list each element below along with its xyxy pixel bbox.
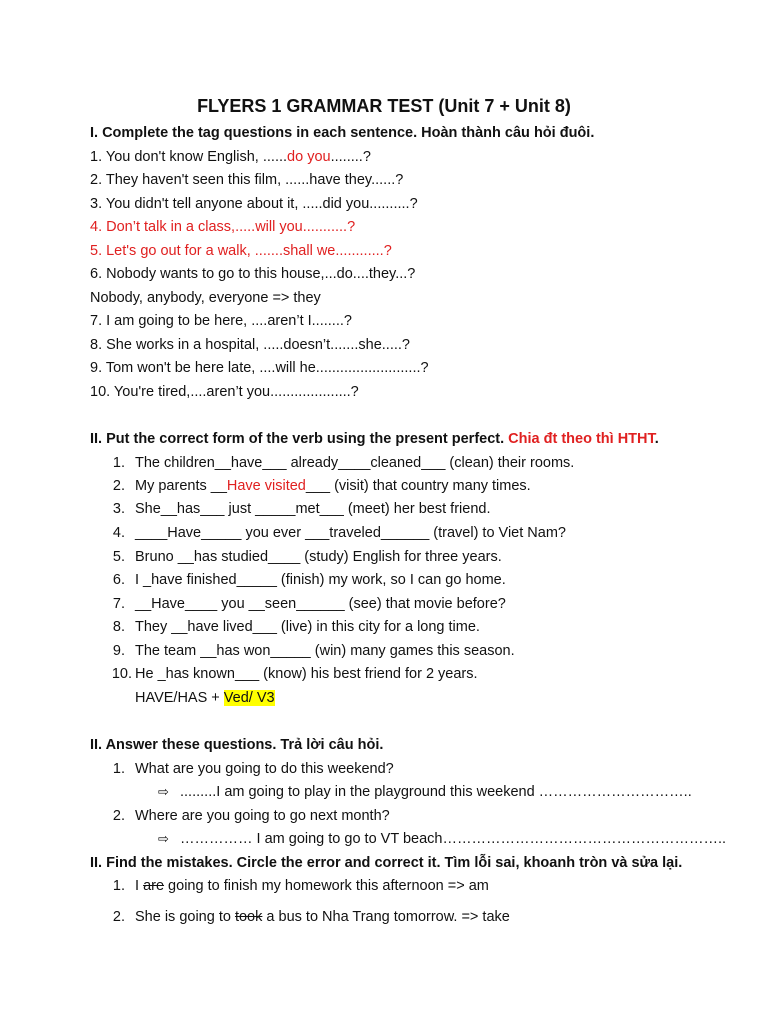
- question-text: Where are you going to go next month?: [135, 808, 390, 824]
- list-item: __Have____ you __seen______ (see) that movie before?: [135, 596, 506, 612]
- list-item: 6. Nobody wants to go to this house,...do....they...?: [90, 266, 416, 282]
- section-1-heading: I. Complete the tag questions in each sentence. Hoàn thành câu hỏi đuôi.: [90, 125, 595, 141]
- list-item: I _have finished_____ (finish) my work, so I can go home.: [135, 572, 506, 588]
- section-4-heading: II. Find the mistakes. Circle the error and correct it. Tìm lỗi sai, khoanh tròn và sửa lại.: [90, 855, 683, 871]
- arrow-right-outline-icon: ⇨: [158, 784, 169, 799]
- formula-note: HAVE/HAS + Ved/ V3: [135, 690, 275, 706]
- list-item: She is going to took a bus to Nha Trang tomorrow. => take: [135, 909, 510, 925]
- answer-text: do you: [287, 149, 331, 165]
- section-3-heading: II. Answer these questions. Trả lời câu hỏi.: [90, 737, 384, 753]
- list-item: The team __has won_____ (win) many games this season.: [135, 643, 515, 659]
- list-item: 10. You're tired,....aren’t you....................?: [90, 384, 359, 400]
- struck-word: are: [143, 878, 165, 894]
- list-item: ____Have_____ you ever ___traveled______ (travel) to Viet Nam?: [135, 525, 566, 541]
- list-item: They __have lived___ (live) in this city for a long time.: [135, 619, 480, 635]
- list-item: The children__have___ already____cleaned___ (clean) their rooms.: [135, 455, 575, 471]
- answer-text: .........I am going to play in the playground this weekend …………………………..: [180, 784, 692, 800]
- struck-word: took: [234, 909, 263, 925]
- question-text: What are you going to do this weekend?: [135, 761, 394, 777]
- arrow-right-outline-icon: ⇨: [158, 831, 169, 846]
- list-item: 4. Don’t talk in a class,.....will you...........?: [90, 219, 356, 235]
- list-item: 8. She works in a hospital, .....doesn’t.......she.....?: [90, 337, 410, 353]
- answer-text: …………… I am going to go to VT beach…………………………………………………..: [180, 831, 727, 847]
- list-item: 2. They haven't seen this film, ......have they......?: [90, 172, 404, 188]
- worksheet-page: FLYERS 1 GRAMMAR TEST (Unit 7 + Unit 8) I. Complete the tag questions in each sentence. Hoàn thành câu hỏi đuôi. 1. You don't know English, ......do you........? 2. They haven't seen this film, ......have they......? 3. You didn't tell anyone about it, .....did you..........? 4. Don’t talk in a class,.....will you...........? 5. Let's go out for a walk, .......shall we............? 6. Nobody wants to go to this house,...do....they...? Nobody, anybody, everyone => they 7. I am going to be here, ....aren’t I........? 8. She works in a hospital, .....doesn’t.......she.....? 9. Tom won't be here late, ....will he..........................? 10. You're tired,....aren’t you....................? II. Put the correct form of the verb using the present perfect. Chia đt theo thì HTHT. 1. The children__have___ already____cleaned___ (clean) their rooms. 2. My parents __Have visited___ (visit) that country many times. 3. She__has___ just _____met___ (meet) her best friend. 4. ____Have_____ you ever ___traveled______ (travel) to Viet Nam? 5. Bruno __has studied____ (study) English for three years. 6. I _have finished_____ (finish) my work, so I can go home. 7. __Have____ you __seen______ (see) that movie before? 8. They __have lived___ (live) in this city for a long time. 9. The team __has won_____ (win) many games this season. 10. He _has known___ (know) his best friend for 2 years. HAVE/HAS + Ved/ V3 II. Answer these questions. Trả lời câu hỏi. 1. What are you going to do this weekend? ⇨ .........I am going to play in the playground this weekend ………………………….. 2. Where are you going to go next month? ⇨ …………… I am going to go to VT beach………………………………………………….. II. Find the mistakes. Circle the error and correct it. Tìm lỗi sai, khoanh tròn và sửa lại. 1. I are going to finish my homework this afternoon => am 2. She is going to took a bus to Nha Trang tomorrow. => take: [0, 0, 768, 1024]
- list-item: My parents __Have visited___ (visit) that country many times.: [135, 478, 531, 494]
- list-item: 7. I am going to be here, ....aren’t I........?: [90, 313, 352, 329]
- list-item: He _has known___ (know) his best friend for 2 years.: [135, 666, 478, 682]
- highlighted-text: Ved/ V3: [223, 690, 275, 706]
- list-item: She__has___ just _____met___ (meet) her best friend.: [135, 501, 491, 517]
- page-title: FLYERS 1 GRAMMAR TEST (Unit 7 + Unit 8): [197, 96, 571, 116]
- list-item: 3. You didn't tell anyone about it, .....did you..........?: [90, 196, 418, 212]
- list-item: 9. Tom won't be here late, ....will he..........................?: [90, 360, 429, 376]
- section-2-heading: II. Put the correct form of the verb using the present perfect. Chia đt theo thì HTHT.: [90, 431, 659, 447]
- list-item: 5. Let's go out for a walk, .......shall we............?: [90, 243, 392, 259]
- list-item: I are going to finish my homework this afternoon => am: [135, 878, 489, 894]
- list-item: 1. You don't know English, ......do you........?: [90, 149, 371, 165]
- answer-text: Have visited: [226, 478, 306, 494]
- note-text: Nobody, anybody, everyone => they: [90, 290, 321, 306]
- list-item: Bruno __has studied____ (study) English for three years.: [135, 549, 502, 565]
